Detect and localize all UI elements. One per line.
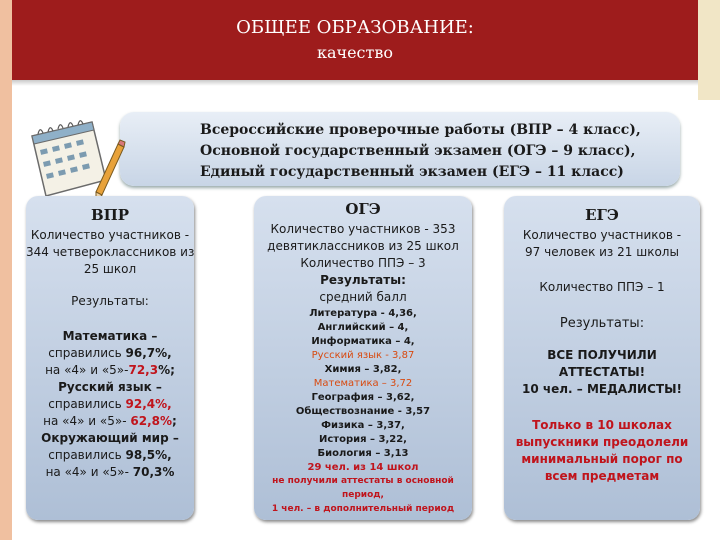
vpr-participants-line: 344 четвероклассников из	[26, 245, 195, 259]
oge-score-highlight: Математика – 3,72	[313, 378, 413, 389]
oge-score: Биология – 3,13	[317, 448, 409, 459]
vpr-russian-label: Русский язык –	[58, 380, 162, 394]
vpr-math-line: справились 96,7%,	[48, 346, 172, 360]
header-line-ege: Единый государственный экзамен (ЕГЭ – 11 класс)	[200, 164, 624, 180]
ege-note-line: всем предметам	[544, 469, 660, 483]
left-accent-bar	[0, 0, 12, 540]
calendar-pencil-icon	[26, 114, 126, 204]
header-line-oge: Основной государственный экзамен (ОГЭ – 9 класс),	[200, 143, 636, 159]
ege-note-line: выпускники преодолели	[515, 435, 689, 449]
oge-footer-line: период,	[342, 490, 384, 500]
vpr-world-line: на «4» и «5»- 70,3%	[45, 465, 175, 479]
oge-score: История – 3,22,	[319, 434, 407, 445]
vpr-math-line: на «4» и «5»-72,3%;	[45, 363, 175, 377]
oge-footer-line: не получили аттестаты в основной	[272, 476, 454, 486]
ege-note-line: Только в 10 школах	[532, 418, 672, 432]
right-accent-bar	[698, 0, 720, 100]
vpr-math-label: Математика –	[62, 329, 158, 343]
oge-score: Физика – 3,37,	[321, 420, 405, 431]
oge-score: Химия – 3,82,	[324, 364, 402, 375]
oge-participants-line: Количество ППЭ – 3	[300, 256, 426, 270]
oge-results-label: Результаты:	[320, 273, 406, 287]
page-title: ОБЩЕЕ ОБРАЗОВАНИЕ:	[236, 17, 474, 38]
page-subtitle: качество	[316, 43, 394, 62]
oge-score: Обществознание - 3,57	[295, 406, 431, 417]
oge-participants-line: девятиклассников из 25 школ	[267, 239, 459, 253]
header-line-vpr: Всероссийские проверочные работы (ВПР – 4 класс),	[200, 122, 641, 138]
oge-score: Информатика – 4,	[311, 336, 415, 347]
oge-title: ОГЭ	[345, 200, 381, 218]
vpr-results-label: Результаты:	[71, 294, 149, 308]
vpr-title: ВПР	[90, 206, 130, 224]
ege-results-label: Результаты:	[559, 316, 645, 331]
oge-score-highlight: Русский язык - 3,87	[311, 350, 415, 361]
oge-footer-line: 29 чел. из 14 школ	[307, 462, 419, 473]
oge-score: География – 3,62,	[311, 392, 415, 403]
banner-shadow	[12, 80, 698, 86]
ege-ppe-count: Количество ППЭ – 1	[539, 280, 665, 294]
ege-summary-line: ВСЕ ПОЛУЧИЛИ	[547, 348, 657, 362]
vpr-world-line: справились 98,5%,	[48, 448, 172, 462]
ege-title: ЕГЭ	[585, 206, 619, 224]
oge-avg-label: средний балл	[319, 290, 407, 304]
ege-summary-line: АТТЕСТАТЫ!	[558, 365, 646, 379]
title-banner	[12, 0, 698, 80]
vpr-world-label: Окружающий мир –	[41, 431, 179, 445]
vpr-russian-line: справились 92,4%,	[48, 397, 172, 411]
ege-participants-line: Количество участников -	[522, 228, 682, 242]
oge-participants-line: Количество участников - 353	[270, 222, 456, 236]
ege-participants-line: 97 человек из 21 школы	[525, 245, 679, 259]
ege-summary-line: 10 чел. – МЕДАЛИСТЫ!	[522, 382, 682, 396]
vpr-russian-line: на «4» и «5»- 62,8%;	[43, 414, 177, 428]
oge-score: Литература - 4,36,	[309, 308, 417, 319]
oge-footer-line: 1 чел. – в дополнительный период	[271, 504, 455, 514]
oge-score: Английский – 4,	[317, 322, 409, 333]
vpr-participants-line: 25 школ	[83, 262, 137, 276]
ege-note-line: минимальный порог по	[521, 452, 683, 466]
vpr-participants-line: Количество участников -	[30, 228, 190, 242]
